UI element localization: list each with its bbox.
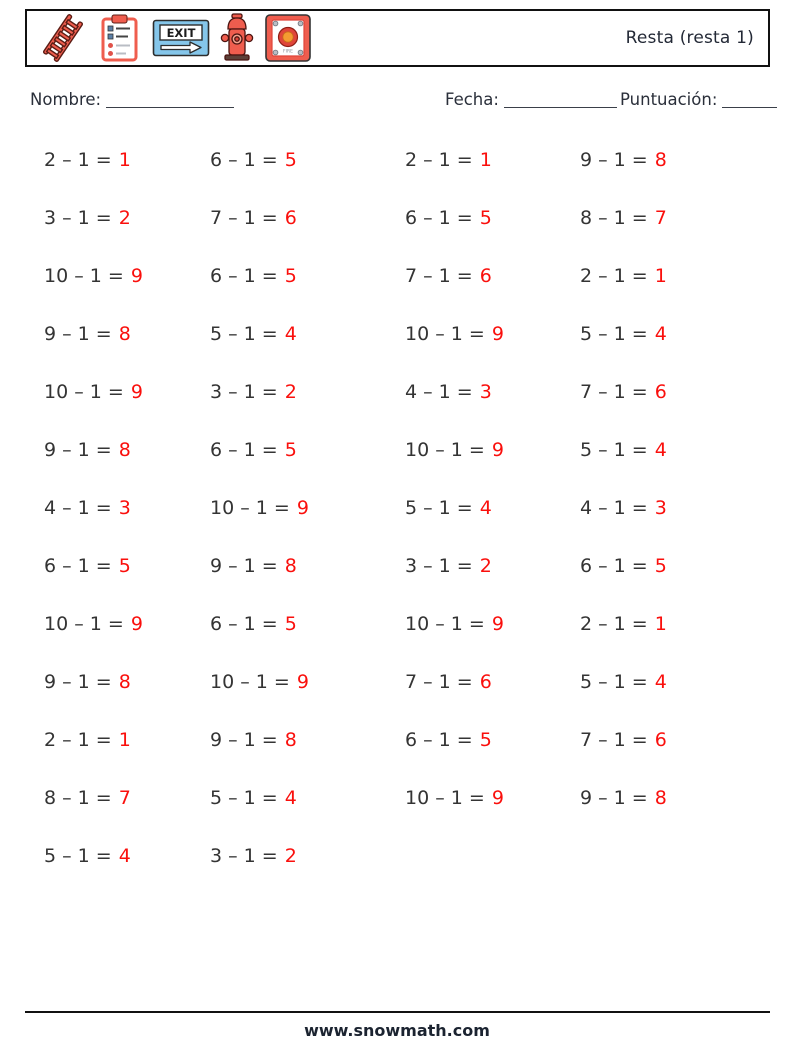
problem-answer: 4 xyxy=(654,439,667,461)
problem-item xyxy=(210,421,405,479)
problem-answer: 9 xyxy=(491,323,504,345)
footer-divider xyxy=(25,1011,770,1013)
problem-answer: 5 xyxy=(118,555,131,577)
problem-expression: 2 – 1 = xyxy=(44,149,112,171)
problem-expression: 7 – 1 = xyxy=(405,671,473,693)
checklist-icon xyxy=(96,13,142,63)
problem-item xyxy=(405,711,580,769)
problem-answer: 9 xyxy=(130,381,143,403)
problem-answer: 4 xyxy=(479,497,492,519)
problem-answer: 5 xyxy=(284,613,297,635)
problem-item xyxy=(210,131,405,189)
problem-expression: 10 – 1 = xyxy=(405,323,485,345)
problem-expression: 6 – 1 = xyxy=(210,149,278,171)
problem-expression: 4 – 1 = xyxy=(405,381,473,403)
problem-item xyxy=(44,421,210,479)
problem-answer: 4 xyxy=(284,323,297,345)
problem-item xyxy=(405,769,580,827)
page-title: Resta (resta 1) xyxy=(625,28,754,48)
problems-grid xyxy=(30,131,772,885)
problem-answer: 8 xyxy=(654,787,667,809)
problem-item xyxy=(580,537,772,595)
problem-item xyxy=(405,305,580,363)
problem-item xyxy=(210,595,405,653)
problem-expression: 8 – 1 = xyxy=(44,787,112,809)
problem-answer: 9 xyxy=(296,497,309,519)
problem-item xyxy=(405,421,580,479)
date-field xyxy=(445,90,617,109)
problem-item xyxy=(210,711,405,769)
problem-item xyxy=(210,247,405,305)
problem-item xyxy=(405,363,580,421)
fire-safety-icon-row xyxy=(40,13,312,63)
problem-item xyxy=(580,479,772,537)
problem-expression: 4 – 1 = xyxy=(44,497,112,519)
ladder-icon xyxy=(40,13,86,63)
problem-answer: 2 xyxy=(479,555,492,577)
problem-expression: 2 – 1 = xyxy=(44,729,112,751)
svg-text:FIRE: FIRE xyxy=(283,49,293,55)
footer-site-url: www.snowmath.com xyxy=(304,1021,490,1040)
problem-expression: 2 – 1 = xyxy=(580,613,648,635)
problem-expression: 5 – 1 = xyxy=(580,323,648,345)
problem-expression: 6 – 1 = xyxy=(405,729,473,751)
problem-expression: 9 – 1 = xyxy=(580,149,648,171)
fire-alarm-icon xyxy=(264,13,312,63)
problem-item xyxy=(580,769,772,827)
problem-expression: 10 – 1 = xyxy=(405,787,485,809)
problem-expression: 9 – 1 = xyxy=(210,555,278,577)
problem-answer: 5 xyxy=(284,439,297,461)
problem-expression: 3 – 1 = xyxy=(44,207,112,229)
problem-answer: 1 xyxy=(479,149,492,171)
problem-answer: 5 xyxy=(479,729,492,751)
problem-answer: 4 xyxy=(118,845,131,867)
problem-answer: 6 xyxy=(654,381,667,403)
problem-expression: 9 – 1 = xyxy=(210,729,278,751)
problem-item xyxy=(405,479,580,537)
problem-expression: 10 – 1 = xyxy=(405,613,485,635)
name-label: Nombre: xyxy=(30,90,102,109)
problem-item xyxy=(580,711,772,769)
problem-item xyxy=(405,189,580,247)
problem-expression: 9 – 1 = xyxy=(580,787,648,809)
problem-expression: 5 – 1 = xyxy=(580,671,648,693)
problem-answer: 1 xyxy=(118,149,131,171)
problem-item xyxy=(210,653,405,711)
problem-answer: 8 xyxy=(284,729,297,751)
problem-answer: 7 xyxy=(118,787,131,809)
problem-expression: 7 – 1 = xyxy=(210,207,278,229)
problem-expression: 5 – 1 = xyxy=(210,787,278,809)
problem-item xyxy=(210,537,405,595)
problem-expression: 6 – 1 = xyxy=(210,265,278,287)
problem-expression: 5 – 1 = xyxy=(580,439,648,461)
problem-expression: 5 – 1 = xyxy=(405,497,473,519)
problem-item xyxy=(405,537,580,595)
problem-item xyxy=(580,363,772,421)
problem-answer: 1 xyxy=(654,613,667,635)
problem-item xyxy=(210,769,405,827)
problem-expression: 6 – 1 = xyxy=(210,613,278,635)
problem-expression: 6 – 1 = xyxy=(44,555,112,577)
problem-answer: 9 xyxy=(491,787,504,809)
problem-expression: 3 – 1 = xyxy=(210,381,278,403)
problem-answer: 1 xyxy=(654,265,667,287)
problem-answer: 1 xyxy=(118,729,131,751)
problem-item xyxy=(44,827,210,885)
problem-item xyxy=(44,247,210,305)
problem-expression: 5 – 1 = xyxy=(44,845,112,867)
problem-item xyxy=(44,653,210,711)
problem-expression: 2 – 1 = xyxy=(580,265,648,287)
problem-expression: 10 – 1 = xyxy=(210,671,290,693)
problem-item xyxy=(210,827,405,885)
problem-item xyxy=(580,189,772,247)
problem-answer: 7 xyxy=(654,207,667,229)
problem-item xyxy=(580,421,772,479)
date-blank-line xyxy=(504,91,617,108)
problem-answer: 6 xyxy=(654,729,667,751)
problem-item xyxy=(44,537,210,595)
problem-expression: 10 – 1 = xyxy=(210,497,290,519)
problem-item xyxy=(44,769,210,827)
problem-answer: 4 xyxy=(284,787,297,809)
problem-answer: 6 xyxy=(479,265,492,287)
name-field xyxy=(30,90,234,109)
problem-expression: 6 – 1 = xyxy=(210,439,278,461)
problem-item xyxy=(44,595,210,653)
problem-expression: 7 – 1 = xyxy=(580,729,648,751)
problem-expression: 3 – 1 = xyxy=(405,555,473,577)
problem-item xyxy=(405,595,580,653)
problem-item xyxy=(210,479,405,537)
problem-item xyxy=(580,131,772,189)
problem-item xyxy=(44,305,210,363)
problem-item xyxy=(210,189,405,247)
problem-answer: 3 xyxy=(654,497,667,519)
problem-expression: 6 – 1 = xyxy=(405,207,473,229)
problem-expression: 10 – 1 = xyxy=(44,381,124,403)
problem-answer: 3 xyxy=(479,381,492,403)
problem-expression: 3 – 1 = xyxy=(210,845,278,867)
problem-answer: 4 xyxy=(654,671,667,693)
problem-item xyxy=(44,711,210,769)
problem-answer: 8 xyxy=(118,671,131,693)
problem-item xyxy=(405,653,580,711)
problem-item xyxy=(44,189,210,247)
problem-item xyxy=(210,305,405,363)
problem-answer: 3 xyxy=(118,497,131,519)
problem-answer: 5 xyxy=(284,149,297,171)
problem-answer: 8 xyxy=(118,439,131,461)
problem-item xyxy=(210,363,405,421)
svg-text:EXIT: EXIT xyxy=(166,26,196,40)
problem-expression: 2 – 1 = xyxy=(405,149,473,171)
problem-answer: 9 xyxy=(491,613,504,635)
problem-item xyxy=(405,247,580,305)
problem-expression: 5 – 1 = xyxy=(210,323,278,345)
problem-expression: 6 – 1 = xyxy=(580,555,648,577)
problem-answer: 2 xyxy=(284,845,297,867)
problem-answer: 9 xyxy=(130,265,143,287)
problem-answer: 2 xyxy=(284,381,297,403)
problem-item xyxy=(44,363,210,421)
score-field xyxy=(620,90,777,109)
problem-answer: 4 xyxy=(654,323,667,345)
problem-answer: 8 xyxy=(654,149,667,171)
problem-answer: 6 xyxy=(284,207,297,229)
problem-expression: 7 – 1 = xyxy=(405,265,473,287)
score-label: Puntuación: xyxy=(620,90,718,109)
problem-answer: 6 xyxy=(479,671,492,693)
problem-expression: 10 – 1 = xyxy=(44,265,124,287)
problem-answer: 5 xyxy=(284,265,297,287)
problem-answer: 5 xyxy=(479,207,492,229)
problem-expression: 10 – 1 = xyxy=(405,439,485,461)
problem-item xyxy=(580,247,772,305)
problem-item xyxy=(44,479,210,537)
problem-item xyxy=(44,131,210,189)
problem-answer: 9 xyxy=(491,439,504,461)
problem-expression: 9 – 1 = xyxy=(44,323,112,345)
problem-expression: 4 – 1 = xyxy=(580,497,648,519)
problem-item xyxy=(580,305,772,363)
problem-expression: 9 – 1 = xyxy=(44,439,112,461)
exit-sign-icon xyxy=(152,19,210,57)
problem-answer: 2 xyxy=(118,207,131,229)
problem-answer: 8 xyxy=(284,555,297,577)
problem-answer: 8 xyxy=(118,323,131,345)
problem-expression: 10 – 1 = xyxy=(44,613,124,635)
problem-expression: 8 – 1 = xyxy=(580,207,648,229)
problem-item xyxy=(405,131,580,189)
fields-row xyxy=(0,90,794,116)
problem-item xyxy=(580,653,772,711)
date-label: Fecha: xyxy=(445,90,499,109)
problem-expression: 9 – 1 = xyxy=(44,671,112,693)
problem-answer: 5 xyxy=(654,555,667,577)
problem-answer: 9 xyxy=(296,671,309,693)
name-blank-line xyxy=(106,91,234,108)
problem-answer: 9 xyxy=(130,613,143,635)
problem-expression: 7 – 1 = xyxy=(580,381,648,403)
score-blank-line xyxy=(722,91,777,108)
fire-hydrant-icon xyxy=(220,13,254,63)
header-banner xyxy=(25,9,770,67)
problem-item xyxy=(580,595,772,653)
